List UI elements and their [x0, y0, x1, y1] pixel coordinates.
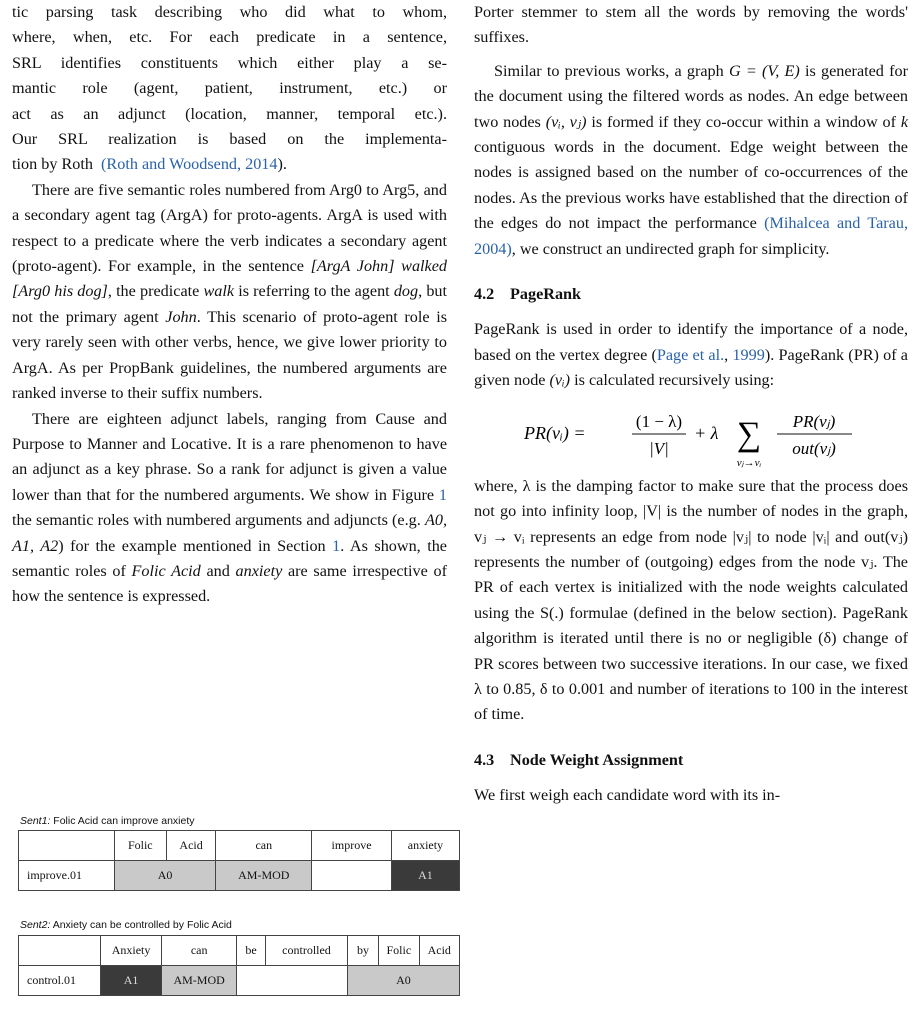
- role-a1: A1: [391, 861, 459, 891]
- table-row: control.01 A1 AM-MOD A0: [19, 966, 460, 996]
- role-a1: A1: [100, 966, 161, 996]
- formula-den1: |V|: [649, 438, 669, 458]
- text-line: SRL identifies constituents which either play a se-: [12, 53, 447, 72]
- figure-ref-link[interactable]: 1: [438, 485, 447, 504]
- citation-link[interactable]: (Mihalcea and Tarau, 2004): [474, 214, 908, 258]
- right-column: [474, 0, 908, 809]
- table-row: improve.01 A0 AM-MOD A1: [19, 861, 460, 891]
- sum-symbol: ∑: [736, 415, 762, 453]
- sentence2-caption: Sent2: Anxiety can be controlled by Folic Acid: [20, 919, 232, 931]
- formula-den2: out(vⱼ): [792, 438, 836, 458]
- citation-year-link[interactable]: 1999: [732, 345, 765, 364]
- text-line: act as an adjunct (location, manner, temporal etc.).: [12, 104, 447, 123]
- section-heading-4-2: 4.2 PageRank: [474, 285, 582, 304]
- paragraph-graph: Similar to previous works, a graph G = (V, E) is generated for the document using the filtered words as nodes. An edge between two nodes (vᵢ, vⱼ) is formed if they co-occur within a window of k contiguous words in the document. Edge weight between the nodes is assigned based on the number of co-occurrences of the nodes. As the previous works have established that the direction of the edges do not impact the performance (Mihalcea and Tarau, 2004), we construct an undirected graph for simplicity.: [474, 61, 908, 258]
- text-line: mantic role (agent, patient, instrument, etc.) or: [12, 79, 447, 98]
- srl-table-2: [18, 935, 460, 996]
- paragraph-adjuncts: There are eighteen adjunct labels, ranging from Cause and Purpose to Manner and Locative. It is a rare phenomenon to have an adjunct as a key phrase. So a rank for adjunct is given a value lower than that for the numbered arguments. We show in Figure 1 the semantic roles with numbered arguments and adjuncts (e.g. A0, A1, A2) for the example mentioned in Section 1. As shown, the semantic roles of Folic Acid and anxiety are same irrespective of how the sentence is expressed.: [12, 409, 448, 606]
- role-a0: A0: [347, 966, 459, 996]
- citation-link[interactable]: (Roth and Woodsend, 2014: [101, 155, 278, 174]
- table-row: Anxiety can be controlled by Folic Acid: [19, 936, 460, 966]
- text-line: where, when, etc. For each predicate in a sentence,: [12, 28, 447, 47]
- paragraph-node-weight: We first weigh each candidate word with its in-: [474, 786, 781, 805]
- role-a0: A0: [114, 861, 216, 891]
- inline-math: [ArgA John] walked [Arg0 his dog]: [12, 257, 447, 301]
- sentence1-caption: Sent1: Folic Acid can improve anxiety: [20, 815, 195, 827]
- paragraph-srl-intro: [12, 0, 447, 178]
- left-column: [12, 0, 447, 610]
- formula-lhs: PR(vᵢ) =: [524, 422, 586, 443]
- text-line: tic parsing task describing who did what to whom,: [12, 3, 447, 21]
- formula-sub: vⱼ→vᵢ: [736, 456, 762, 469]
- role-am-mod: AM-MOD: [216, 861, 312, 891]
- paragraph-stemmer: Porter stemmer to stem all the words by removing the words' suffixes.: [474, 3, 908, 47]
- paragraph-pagerank: PageRank is used in order to identify the importance of a node, based on the vertex degree (Page et al., 1999). PageRank (PR) of a given node (vᵢ) is calculated recursively using:: [474, 320, 908, 390]
- formula-num1: (1 − λ): [635, 411, 683, 431]
- table-row: Folic Acid can improve anxiety: [19, 831, 460, 861]
- citation-link[interactable]: Page et al.: [656, 345, 725, 364]
- section-ref-link[interactable]: 1: [332, 536, 341, 555]
- role-am-mod: AM-MOD: [162, 966, 237, 996]
- paragraph-damping: where, λ is the damping factor to make sure that the process does not go into infinity loop, |V| is the number of nodes in the graph, vⱼ → vᵢ represents an edge from node |vⱼ| to node |vᵢ| and out(vⱼ) represents the number of (outgoing) edges from the node vⱼ. The PR of each vertex is initialized with the node weights calculated using the S(.) formulae (defined in the below section). PageRank algorithm is iterated until there is no or negligible (δ) change of PR scores between two successive iterations. In our case, we fixed λ to 0.85, δ to 0.001 and number of iterations to 100 in the interest of time.: [474, 476, 908, 724]
- text-line: Our SRL realization is based on the implementa-: [12, 130, 447, 149]
- pagerank-formula: [474, 394, 908, 474]
- formula-num2: PR(vⱼ): [792, 411, 836, 431]
- formula-svg: [474, 394, 908, 474]
- text-line: tion by Roth (Roth and Woodsend, 2014).: [12, 155, 287, 174]
- paragraph-semantic-roles: There are five semantic roles numbered from Arg0 to Arg5, and a secondary agent tag (ArgA) for proto-agents. ArgA is used with respect to a predicate where the verb indicates a secondary agent (proto-agent). For example, in the sentence [ArgA John] walked [Arg0 his dog], the predicate walk is referring to the agent dog, but not the primary agent John. This scenario of proto-agent role is very rarely seen with other verbs, hence, we give lower priority to ArgA. As per PropBank guidelines, the numbered arguments are ranked inverse to their suffix numbers.: [12, 180, 447, 403]
- srl-table-1: [18, 830, 460, 891]
- section-heading-4-3: 4.3 Node Weight Assignment: [474, 750, 684, 769]
- formula-mid: + λ: [694, 422, 719, 443]
